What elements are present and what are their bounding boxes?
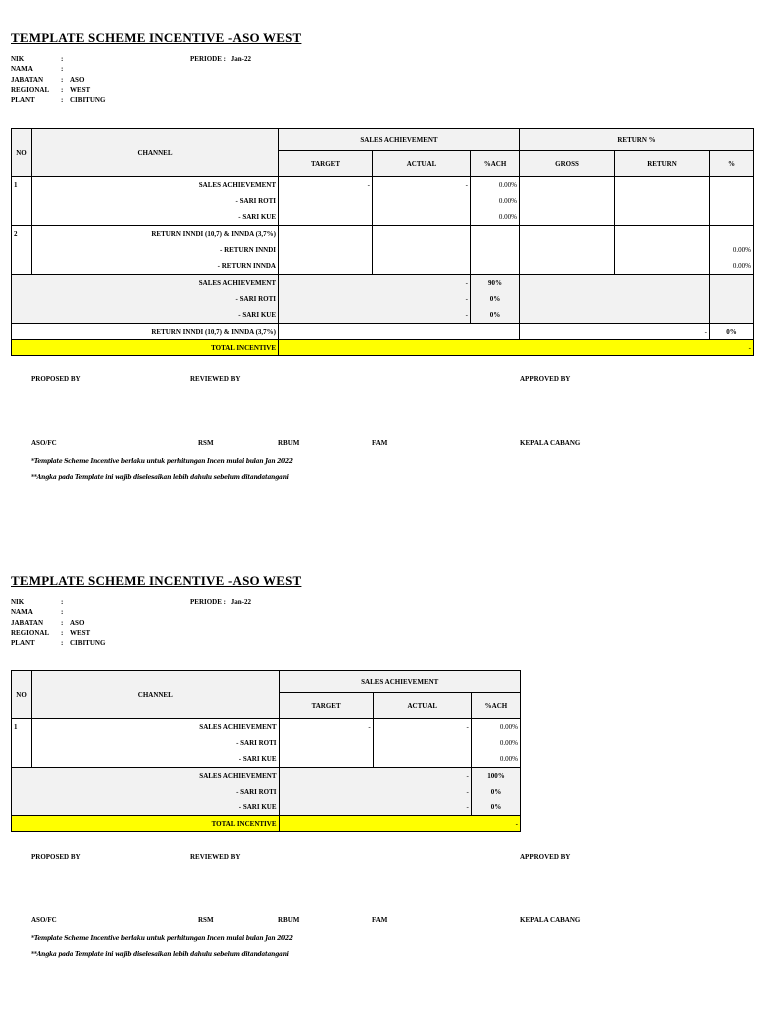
incentive-table [11, 670, 521, 832]
page-title: TEMPLATE SCHEME INCENTIVE -ASO WEST [11, 573, 302, 588]
row-channel: - SARI ROTI [32, 735, 279, 751]
col-no: NO [12, 129, 32, 177]
row-ach: 0.00% [471, 719, 520, 735]
regional-value: WEST [70, 86, 91, 94]
signer-aso: ASO/FC [31, 439, 57, 447]
summary-ach: 0% [471, 784, 520, 800]
total-row [12, 340, 754, 356]
note-1: *Template Scheme Incentive berlaku untuk perhitungan Incen mulai bulan Jan 2022 [31, 935, 293, 942]
col-pct: % [710, 151, 754, 177]
col-channel: CHANNEL [32, 129, 279, 177]
row-channel: - RETURN INNDA [32, 258, 279, 275]
table-row [12, 177, 754, 193]
row-pct: 0.00% [710, 258, 754, 275]
periode [190, 55, 251, 63]
row-gross [520, 177, 615, 193]
table-row [12, 751, 521, 768]
row-channel: - SARI ROTI [32, 193, 279, 209]
row-actual: - [373, 177, 471, 193]
row-channel: SALES ACHIEVEMENT [32, 177, 279, 193]
summary-row [12, 275, 754, 291]
periode-label: PERIODE : [190, 55, 226, 63]
signer-kepala-cabang: KEPALA CABANG [520, 916, 581, 924]
plant-value: CIBITUNG [70, 96, 106, 104]
summary-ach: 0% [471, 800, 520, 816]
colon: : [61, 65, 64, 73]
summary-ach: 90% [471, 275, 520, 291]
approved-by: APPROVED BY [520, 853, 571, 861]
summary-label: - SARI KUE [32, 800, 279, 816]
col-actual: ACTUAL [373, 693, 471, 719]
signer-rsm: RSM [198, 439, 214, 447]
row-ach: 0.00% [471, 177, 520, 193]
jabatan-value: ASO [70, 619, 85, 627]
summary-ach: 0% [471, 307, 520, 324]
total-row [12, 816, 521, 832]
total-value: - [471, 816, 520, 832]
signer-aso: ASO/FC [31, 916, 57, 924]
col-ach: %ACH [471, 151, 520, 177]
col-channel: CHANNEL [32, 671, 279, 719]
row-actual: - [373, 719, 471, 735]
summary-label: SALES ACHIEVEMENT [32, 275, 279, 291]
row-no: 1 [12, 719, 32, 735]
signer-fam: FAM [372, 439, 388, 447]
reviewed-by: REVIEWED BY [190, 853, 241, 861]
row-pct [710, 177, 754, 193]
page-title: TEMPLATE SCHEME INCENTIVE -ASO WEST [11, 30, 302, 45]
col-ach: %ACH [471, 693, 520, 719]
summary-label: SALES ACHIEVEMENT [32, 768, 279, 784]
nik-label: NIK [11, 55, 25, 63]
summary-row [12, 324, 754, 340]
row-target: - [279, 719, 373, 735]
colon: : [61, 598, 64, 606]
summary-row [12, 784, 521, 800]
periode [190, 598, 251, 606]
jabatan-label: JABATAN [11, 619, 44, 627]
row-return [615, 177, 710, 193]
row-channel: RETURN INNDI (10,7) & INNDA (3,7%) [32, 226, 279, 242]
row-ach: 0.00% [471, 193, 520, 209]
row-pct: 0.00% [710, 242, 754, 258]
table-row [12, 719, 521, 735]
col-sales-achievement: SALES ACHIEVEMENT [279, 129, 520, 151]
row-ach: 0.00% [471, 751, 520, 768]
row-channel: - SARI KUE [32, 209, 279, 226]
summary-return: - [615, 324, 710, 340]
nama-label: NAMA [11, 65, 33, 73]
table-row [12, 226, 754, 242]
col-sales-achievement: SALES ACHIEVEMENT [279, 671, 520, 693]
total-value: - [710, 340, 754, 356]
summary-actual: - [373, 275, 471, 291]
summary-actual: - [373, 768, 471, 784]
col-target: TARGET [279, 151, 373, 177]
col-gross: GROSS [520, 151, 615, 177]
periode-value: Jan-22 [230, 598, 251, 606]
row-channel: - SARI KUE [32, 751, 279, 768]
table-row [12, 209, 754, 226]
table-row [12, 735, 521, 751]
signer-rsm: RSM [198, 916, 214, 924]
col-target: TARGET [279, 693, 373, 719]
plant-value: CIBITUNG [70, 639, 106, 647]
row-no: 1 [12, 177, 32, 193]
summary-label: - SARI KUE [32, 307, 279, 324]
colon: : [61, 639, 64, 647]
summary-row [12, 307, 754, 324]
summary-ach: 0% [471, 291, 520, 307]
colon: : [61, 619, 64, 627]
regional-label: REGIONAL [11, 629, 50, 637]
periode-value: Jan-22 [230, 55, 251, 63]
nama-label: NAMA [11, 608, 33, 616]
col-no: NO [12, 671, 32, 719]
employee-info [11, 55, 181, 110]
signer-rbum: RBUM [278, 439, 300, 447]
summary-actual: - [373, 291, 471, 307]
colon: : [61, 55, 64, 63]
summary-actual: - [373, 800, 471, 816]
summary-label: - SARI ROTI [32, 291, 279, 307]
summary-label: - SARI ROTI [32, 784, 279, 800]
col-return-pct: RETURN % [520, 129, 754, 151]
table-row [12, 242, 754, 258]
regional-label: REGIONAL [11, 86, 50, 94]
colon: : [61, 629, 64, 637]
signer-rbum: RBUM [278, 916, 300, 924]
incentive-table [11, 128, 754, 356]
summary-ach: 100% [471, 768, 520, 784]
colon: : [61, 76, 64, 84]
proposed-by: PROPOSED BY [31, 375, 81, 383]
note-1: *Template Scheme Incentive berlaku untuk perhitungan Incen mulai bulan Jan 2022 [31, 458, 293, 465]
proposed-by: PROPOSED BY [31, 853, 81, 861]
jabatan-label: JABATAN [11, 76, 44, 84]
summary-label: RETURN INNDI (10,7) & INNDA (3,7%) [32, 324, 279, 340]
nik-label: NIK [11, 598, 25, 606]
approved-by: APPROVED BY [520, 375, 571, 383]
summary-actual: - [373, 307, 471, 324]
row-channel: - RETURN INNDI [32, 242, 279, 258]
plant-label: PLANT [11, 96, 35, 104]
signer-fam: FAM [372, 916, 388, 924]
table-row [12, 193, 754, 209]
summary-row [12, 768, 521, 784]
row-ach: 0.00% [471, 209, 520, 226]
note-2: **Angka pada Template ini wajib diselesaikan lebih dahulu sebelum ditandatangani [31, 951, 289, 958]
employee-info [11, 598, 181, 653]
total-label: TOTAL INCENTIVE [32, 816, 279, 832]
periode-label: PERIODE : [190, 598, 226, 606]
row-ach: 0.00% [471, 735, 520, 751]
note-2: **Angka pada Template ini wajib diselesaikan lebih dahulu sebelum ditandatangani [31, 474, 289, 481]
plant-label: PLANT [11, 639, 35, 647]
colon: : [61, 86, 64, 94]
colon: : [61, 608, 64, 616]
jabatan-value: ASO [70, 76, 85, 84]
regional-value: WEST [70, 629, 91, 637]
col-return: RETURN [615, 151, 710, 177]
row-no: 2 [12, 226, 32, 242]
colon: : [61, 96, 64, 104]
signer-kepala-cabang: KEPALA CABANG [520, 439, 581, 447]
row-target: - [279, 177, 373, 193]
row-channel: SALES ACHIEVEMENT [32, 719, 279, 735]
summary-actual: - [373, 784, 471, 800]
summary-row [12, 291, 754, 307]
table-row [12, 258, 754, 275]
col-actual: ACTUAL [373, 151, 471, 177]
reviewed-by: REVIEWED BY [190, 375, 241, 383]
total-label: TOTAL INCENTIVE [32, 340, 279, 356]
summary-row [12, 800, 521, 816]
summary-pct: 0% [710, 324, 754, 340]
